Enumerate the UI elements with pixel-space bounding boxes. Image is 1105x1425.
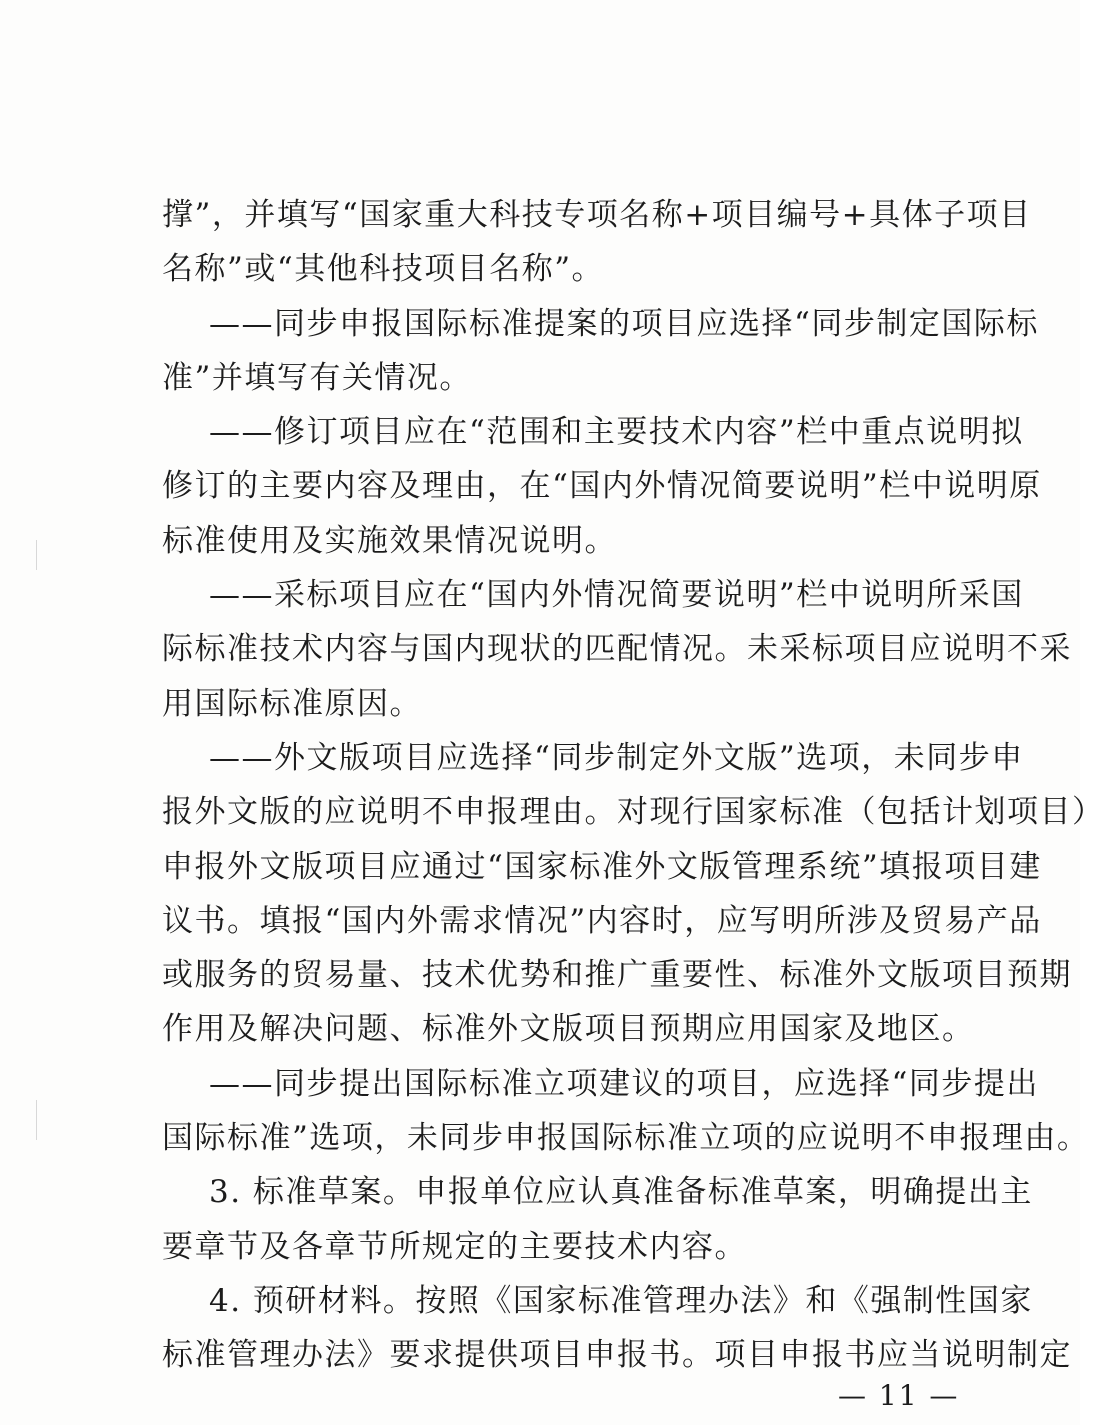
text-line: ——同步提出国际标准立项建议的项目，应选择“同步提出 [209, 1065, 1039, 1102]
text-line: 议书。填报“国内外需求情况”内容时，应写明所涉及贸易产品 [162, 902, 1042, 939]
scan-mark [36, 540, 37, 570]
text-line: ——修订项目应在“范围和主要技术内容”栏中重点说明拟 [209, 414, 1024, 451]
scan-mark [36, 1100, 37, 1140]
body-text [162, 188, 1105, 1383]
text-line: 名称”或“其他科技项目名称”。 [162, 251, 605, 288]
text-line: 报外文版的应说明不申报理由。对现行国家标准（包括计划项目） [162, 794, 1105, 831]
text-line: 修订的主要内容及理由，在“国内外情况简要说明”栏中说明原 [162, 468, 1042, 505]
text-line: 要章节及各章节所规定的主要技术内容。 [162, 1228, 747, 1265]
text-line: ——外文版项目应选择“同步制定外文版”选项，未同步申 [209, 739, 1024, 776]
text-line: 申报外文版项目应通过“国家标准外文版管理系统”填报项目建 [162, 848, 1042, 885]
text-line: 撑”，并填写“国家重大科技专项名称+项目编号+具体子项目 [162, 197, 1032, 233]
text-line: 作用及解决问题、标准外文版项目预期应用国家及地区。 [162, 1011, 975, 1048]
text-line: 准”并填写有关情况。 [162, 359, 472, 396]
text-line: 用国际标准原因。 [162, 685, 422, 722]
text-line: 3. 标准草案。申报单位应认真准备标准草案，明确提出主 [209, 1174, 1033, 1211]
text-line: 4. 预研材料。按照《国家标准管理办法》和《强制性国家 [209, 1282, 1033, 1319]
text-line: ——同步申报国际标准提案的项目应选择“同步制定国际标 [209, 305, 1039, 342]
text-line: ——采标项目应在“国内外情况简要说明”栏中说明所采国 [209, 577, 1024, 614]
text-line: 标准管理办法》要求提供项目申报书。项目申报书应当说明制定 [162, 1337, 1072, 1374]
page-number: — 11 — [838, 1379, 960, 1412]
text-line: 或服务的贸易量、技术优势和推广重要性、标准外文版项目预期 [162, 957, 1072, 994]
text-line: 标准使用及实施效果情况说明。 [162, 522, 617, 559]
text-line: 国际标准”选项，未同步申报国际标准立项的应说明不申报理由。 [162, 1120, 1090, 1157]
text-line: 际标准技术内容与国内现状的匹配情况。未采标项目应说明不采 [162, 631, 1072, 668]
